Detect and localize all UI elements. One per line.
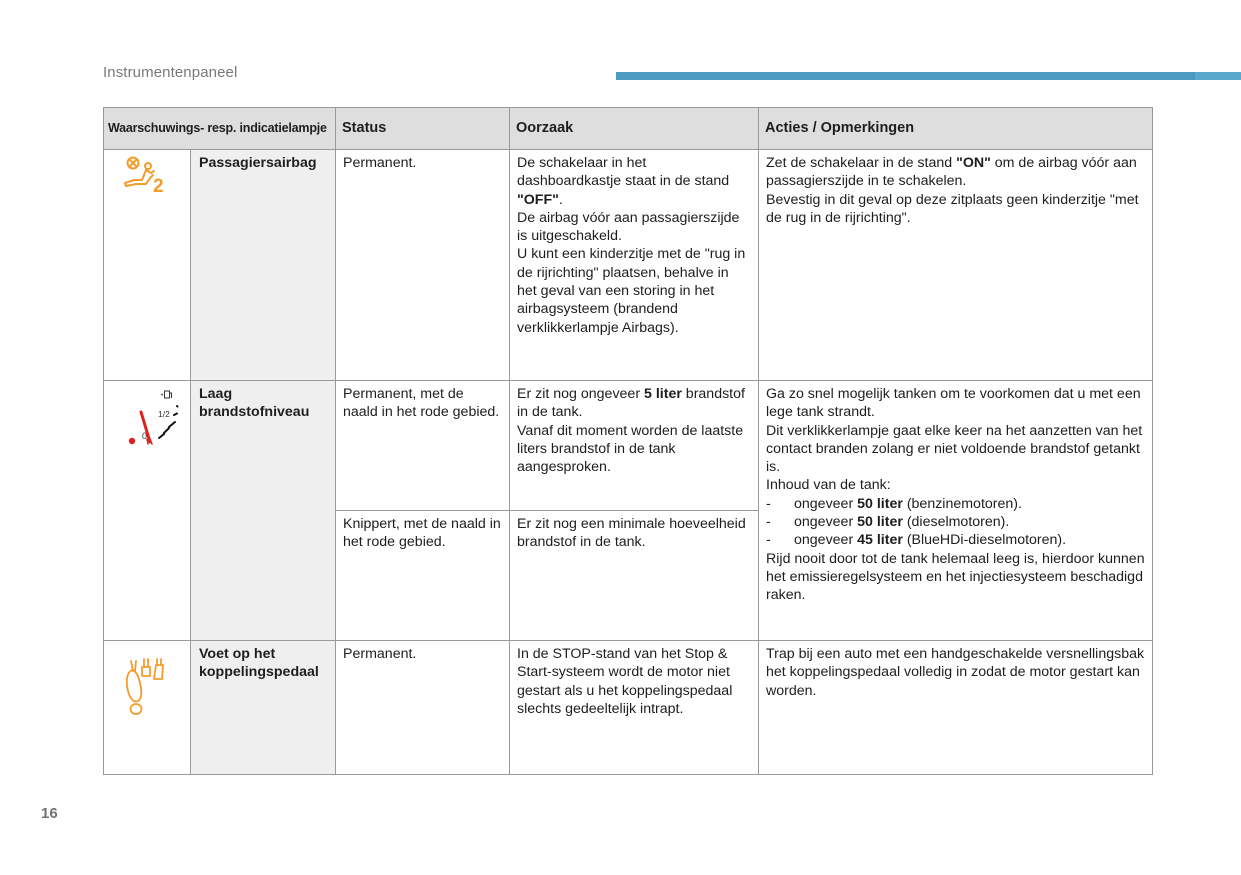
header-accent-bar-tip — [1195, 72, 1241, 80]
foot-on-clutch-icon — [122, 655, 172, 719]
table-row — [104, 381, 1153, 511]
list-bold: 45 liter — [857, 532, 903, 549]
actions-line: Zet de schakelaar in de stand — [766, 155, 957, 171]
lamp-name: Voet op het koppelingspedaal — [191, 641, 336, 775]
gauge-half-label: 1/2 — [158, 409, 170, 419]
icon-cell — [104, 150, 191, 381]
cause-line: De schakelaar in het dashboardkastje staat in de stand — [517, 155, 730, 190]
page-number: 16 — [41, 805, 58, 822]
icon-cell — [104, 381, 191, 641]
cause-text: Er zit nog een minimale hoeveelheid brandstof in de tank. — [510, 511, 759, 641]
gauge-zero-label: 0 — [142, 431, 148, 441]
cause-bold: "OFF" — [517, 191, 559, 208]
status-text: Permanent. — [336, 641, 510, 775]
list-text: ongeveer — [794, 532, 858, 549]
cause-text — [510, 150, 759, 381]
header-cause: Oorzaak — [510, 108, 759, 150]
svg-text:2: 2 — [153, 176, 164, 196]
list-bold: 50 liter — [857, 495, 903, 512]
actions-line: Bevestig in dit geval op deze zitplaats geen kinderzitje "met de rug in de rijrichting". — [766, 191, 1139, 226]
passenger-airbag-off-icon — [120, 156, 174, 196]
actions-text — [759, 381, 1153, 641]
actions-line: Dit verklikkerlampje gaat elke keer na het aanzetten van het contact branden zolang er niet voldoende brandstof getankt is. — [766, 422, 1143, 476]
warning-lamps-table — [103, 107, 1153, 775]
cause-bold: 5 liter — [644, 386, 682, 402]
actions-line: Rijd nooit door tot de tank helemaal leeg is, hierdoor kunnen het emissieregelsysteem en het injectiesysteem beschadigd raken. — [766, 550, 1145, 604]
actions-line: Ga zo snel mogelijk tanken om te voorkomen dat u met een lege tank strandt. — [766, 386, 1141, 421]
cause-text: In de STOP-stand van het Stop & Start-systeem wordt de motor niet gestart als u het koppelingspedaal slechts gedeeltelijk intrapt. — [510, 641, 759, 775]
header-lamp: Waarschuwings- resp. indicatielampje — [104, 108, 336, 150]
fuel-gauge-low-icon — [112, 387, 182, 447]
list-text: (dieselmotoren). — [902, 514, 1010, 531]
list-item — [766, 495, 1145, 513]
dash: - — [766, 532, 771, 549]
actions-text: Trap bij een auto met een handgeschakelde versnellingsbak het koppelingspedaal volledig in zodat de motor gestart kan worden. — [759, 641, 1153, 775]
table-row — [104, 150, 1153, 381]
lamp-name: Passagiersairbag — [191, 150, 336, 381]
list-item — [766, 531, 1145, 549]
dash: - — [766, 495, 771, 512]
header-actions: Acties / Opmerkingen — [759, 108, 1153, 150]
list-text: ongeveer — [794, 495, 858, 512]
list-text: (BlueHDi-dieselmotoren). — [902, 532, 1067, 549]
cause-text — [510, 381, 759, 511]
header-accent-bar — [616, 72, 1241, 80]
cause-line: Vanaf dit moment worden de laatste liters brandstof in de tank aangesproken. — [517, 422, 744, 476]
table-header-row — [104, 108, 1153, 150]
lamp-name: Laag brandstofniveau — [191, 381, 336, 641]
table-row — [104, 641, 1153, 775]
cause-line-end: . — [558, 191, 563, 208]
status-text: Permanent, met de naald in het rode gebied. — [336, 381, 510, 511]
status-text: Permanent. — [336, 150, 510, 381]
section-title: Instrumentenpaneel — [103, 64, 238, 81]
actions-line: Inhoud van de tank: — [766, 477, 891, 494]
header-status: Status — [336, 108, 510, 150]
cause-line: Er zit nog ongeveer — [517, 386, 644, 402]
actions-line-end: om de airbag vóór aan passagierszijde in te schakelen. — [766, 155, 1137, 190]
list-text: ongeveer — [794, 514, 858, 531]
list-text: (benzinemotoren). — [902, 495, 1022, 512]
status-text: Knippert, met de naald in het rode gebied. — [336, 511, 510, 641]
cause-line-end: brandstof in de tank. — [517, 386, 745, 421]
actions-bold: "ON" — [956, 155, 991, 171]
icon-cell — [104, 641, 191, 775]
list-item — [766, 513, 1145, 531]
list-bold: 50 liter — [857, 514, 903, 531]
actions-text — [759, 150, 1153, 381]
cause-line: De airbag vóór aan passagierszijde is uitgeschakeld. — [517, 209, 740, 245]
tank-capacity-list — [766, 495, 1145, 550]
cause-line: U kunt een kinderzitje met de "rug in de rijrichting" plaatsen, behalve in het geval van een storing in het airbagsysteem (brandend verklikkerlampje Airbags). — [517, 246, 746, 336]
dash: - — [766, 514, 771, 531]
